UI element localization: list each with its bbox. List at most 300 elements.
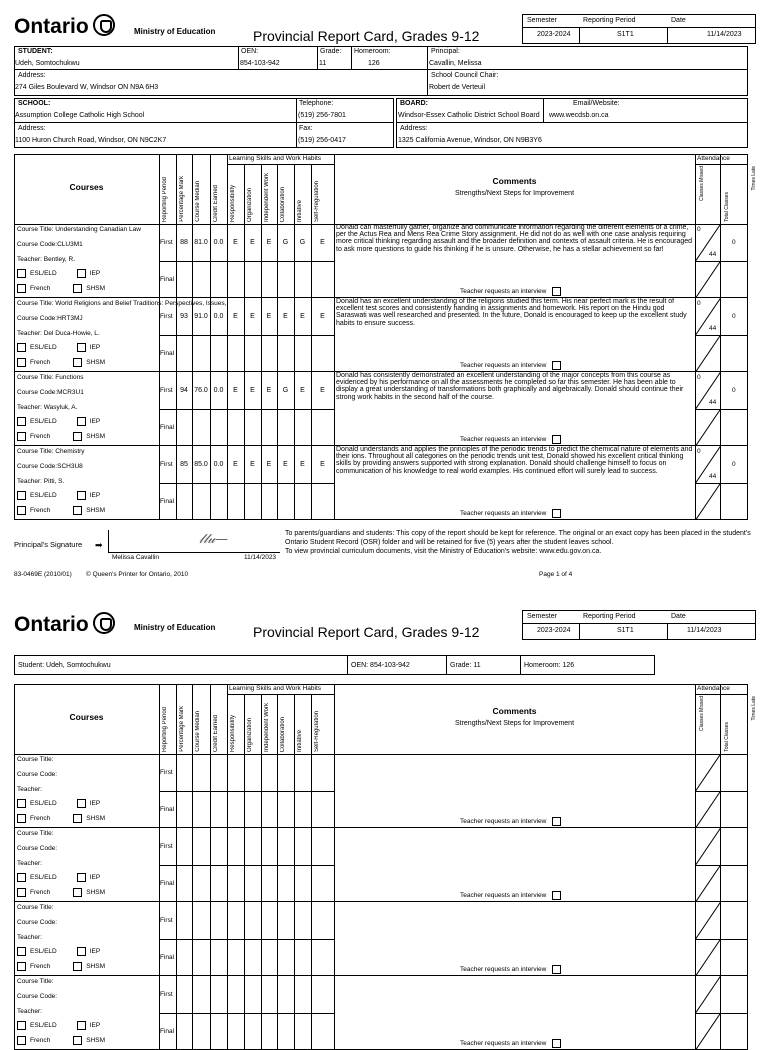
ontario-logo: Ontario [14, 14, 115, 39]
grade-cell-5: E [266, 238, 272, 246]
slash-line [695, 409, 720, 446]
att-col-label: Classes Missed [699, 696, 705, 732]
att-slash [695, 865, 720, 902]
esl-label: ESL/ELD [30, 874, 57, 882]
teacher-label: Teacher: Pitti, S. [17, 478, 65, 485]
course-title-label: Course Title: [17, 756, 54, 763]
shsm-label: SHSM [86, 359, 106, 367]
grade-cell-8: E [320, 238, 325, 246]
slash-line [695, 939, 720, 976]
teacher-label: Teacher: Wasyluk, A. [17, 404, 78, 411]
grade-cell-6: E [283, 312, 288, 320]
period-first: First [160, 238, 173, 246]
ministry-label: Ministry of Education [134, 27, 216, 36]
slash-line [695, 261, 720, 298]
grade-cell-8: E [320, 386, 325, 394]
period-value: S1T1 [617, 31, 634, 38]
french-shsm-row [17, 814, 105, 823]
period-first: First [160, 312, 173, 320]
period-final: Final [160, 953, 175, 961]
row-mid-line [159, 409, 334, 410]
row-mid-line [159, 261, 334, 262]
osr-notice: To parents/guardians and students: This copy of the report should be kept for reference. The original or an exact copy has been placed in the student's Ontario Student Record (OSR) folder and will be retained for five (5) years after the student leaves school. To view provincial curriculum documents, visit the Ministry of Education's website: www.edu.gov.on.ca. [285, 530, 751, 555]
grade-cell-7: E [300, 460, 305, 468]
grade-cell-4: E [250, 238, 255, 246]
esl-checkbox[interactable] [17, 873, 26, 882]
grade-cell-6: E [283, 460, 288, 468]
att-slash [695, 483, 720, 520]
shsm-checkbox[interactable] [73, 888, 82, 897]
esl-iep-row [17, 491, 100, 500]
col-header-4 [230, 696, 236, 752]
period-first: First [160, 460, 173, 468]
shsm-label: SHSM [86, 815, 106, 823]
grade-cell-8: E [320, 312, 325, 320]
shsm-label: SHSM [86, 285, 106, 293]
esl-iep-row [17, 799, 100, 808]
interview-label: Teacher requests an interview [460, 892, 547, 900]
row-mid-line [159, 483, 334, 484]
french-checkbox[interactable] [17, 814, 26, 823]
iep-label: IEP [89, 492, 101, 500]
col-header-2 [195, 686, 201, 752]
col-header-6 [264, 166, 270, 222]
interview-request [460, 361, 561, 370]
classes-missed: 0 [697, 226, 701, 233]
interview-request [460, 891, 561, 900]
shsm-label: SHSM [86, 507, 106, 515]
esl-label: ESL/ELD [30, 270, 57, 278]
col-header-label: Collaboration [280, 716, 286, 752]
student-name: Udeh, Somtochukwu [15, 60, 80, 67]
col-header-5 [247, 696, 253, 752]
interview-checkbox[interactable] [552, 965, 561, 974]
col-header-label: Course Median [195, 711, 201, 752]
grade-cell-0: 88 [180, 238, 188, 246]
period-first: First [160, 842, 173, 850]
esl-checkbox[interactable] [17, 417, 26, 426]
french-checkbox[interactable] [17, 432, 26, 441]
grade-cell-1: 76.0 [194, 386, 208, 394]
course-code-label: Course Code:SCH3U8 [17, 463, 83, 470]
interview-label: Teacher requests an interview [460, 818, 547, 826]
period-first: First [160, 386, 173, 394]
interview-request [460, 509, 561, 518]
att-slash [695, 902, 720, 939]
grade-cell-3: E [233, 312, 238, 320]
col-header-9 [314, 696, 320, 752]
date-value: 11/14/2023 [707, 31, 742, 38]
esl-iep-row [17, 417, 100, 426]
col-header-label: Percentage Mark [179, 176, 185, 222]
teacher-label: Teacher: [17, 786, 42, 793]
course-title-label: Course Title: Chemistry [17, 448, 85, 455]
ls-header: Learning Skills and Work Habits [229, 155, 322, 162]
grade-cell-5: E [266, 460, 272, 468]
shsm-checkbox[interactable] [73, 962, 82, 971]
iep-label: IEP [89, 948, 101, 956]
interview-request [460, 287, 561, 296]
ontario-logo-2: Ontario [14, 612, 115, 637]
grade-cell-2: 0.0 [213, 460, 224, 468]
grades-table-2 [14, 684, 757, 1048]
grade-cell-2: 0.0 [213, 386, 224, 394]
col-header-label: Reporting Period [162, 706, 168, 752]
interview-request [460, 965, 561, 974]
col-header-7 [280, 166, 286, 222]
att-col-label: Classes Missed [699, 166, 705, 202]
col-header-7 [280, 696, 286, 752]
course-title-label: Course Title: [17, 904, 54, 911]
period-final: Final [160, 423, 175, 431]
iep-checkbox[interactable] [77, 491, 86, 500]
teacher-label: Teacher: [17, 860, 42, 867]
period-final: Final [160, 349, 175, 357]
col-header-label: Organization [247, 717, 253, 752]
course-code-label: Course Code: [17, 919, 58, 926]
att-slash [695, 976, 720, 1013]
french-checkbox[interactable] [17, 358, 26, 367]
att-slash [695, 409, 720, 446]
period-final: Final [160, 805, 175, 813]
col-header-label: Independent Work [264, 703, 270, 752]
grade-cell-2: 0.0 [213, 312, 224, 320]
period-first: First [160, 990, 173, 998]
shsm-label: SHSM [86, 1037, 106, 1045]
french-checkbox[interactable] [17, 506, 26, 515]
att-col-header-1 [724, 696, 730, 752]
shsm-checkbox[interactable] [73, 432, 82, 441]
esl-checkbox[interactable] [17, 799, 26, 808]
col-header-label: Responsibility [230, 714, 236, 752]
grade-cell-6: G [282, 238, 289, 246]
slash-line [695, 372, 720, 409]
att-divider [695, 694, 748, 695]
iep-checkbox[interactable] [77, 873, 86, 882]
att-slash [695, 754, 720, 791]
row-mid-line [159, 865, 334, 866]
grade-cell-1: 91.0 [194, 312, 208, 320]
semester-value: 2023-2024 [537, 31, 571, 38]
grade-cell-0: 93 [180, 312, 188, 320]
slash-line [695, 791, 720, 828]
french-checkbox[interactable] [17, 284, 26, 293]
period-final: Final [160, 275, 175, 283]
grade-cell-3: E [233, 238, 238, 246]
col-header-label: Responsibility [230, 184, 236, 222]
col-header-8 [297, 696, 303, 752]
esl-label: ESL/ELD [30, 948, 57, 956]
interview-checkbox[interactable] [552, 509, 561, 518]
student-info: STUDENT: Udeh, Somtochukwu OEN: 854-103-942 Grade: 11 Homeroom: 126 Principal: Cavallin, Melissa Address: 274 Giles Boulevard W, Windsor ON N9A 6H3 School Council Chair: Robert de Verteuil [14, 46, 748, 96]
esl-iep-row [17, 269, 100, 278]
french-label: French [30, 963, 51, 971]
shsm-checkbox[interactable] [73, 506, 82, 515]
iep-label: IEP [89, 270, 101, 278]
esl-checkbox[interactable] [17, 1021, 26, 1030]
interview-label: Teacher requests an interview [460, 288, 547, 296]
col-header-label: Self-Regulation [314, 180, 320, 222]
slash-line [695, 976, 720, 1013]
arrow-right-icon: ➡ [95, 540, 103, 550]
att-col-label: Total Classes [724, 722, 730, 752]
shsm-checkbox[interactable] [73, 358, 82, 367]
classes-missed: 0 [697, 448, 701, 455]
grade-cell-3: E [233, 460, 238, 468]
times-late: 0 [732, 460, 736, 468]
teacher-label: Teacher: Bentley, R. [17, 256, 76, 263]
french-shsm-row [17, 284, 105, 293]
teacher-label: Teacher: Del Duca-Howie, L. [17, 330, 100, 337]
grade-cell-0: 94 [180, 386, 188, 394]
iep-label: IEP [89, 874, 101, 882]
iep-checkbox[interactable] [77, 1021, 86, 1030]
att-slash [695, 446, 720, 483]
board-info: BOARD: Windsor-Essex Catholic District School Board Email/Website: www.wecdsb.on.ca Address: 1325 California Avenue, Windsor, ON N9B3Y6 [396, 98, 748, 148]
trillium-icon [93, 14, 115, 36]
iep-checkbox[interactable] [77, 343, 86, 352]
signature-label: Principal's Signature [14, 540, 83, 549]
esl-label: ESL/ELD [30, 344, 57, 352]
att-slash [695, 261, 720, 298]
times-late: 0 [732, 386, 736, 394]
slash-line [695, 754, 720, 791]
slash-line [695, 483, 720, 520]
grade-cell-5: E [266, 312, 272, 320]
att-col-header-0 [699, 696, 705, 752]
french-shsm-row [17, 432, 105, 441]
comments-subheader: Strengths/Next Steps for Improvement [454, 190, 575, 197]
iep-checkbox[interactable] [77, 269, 86, 278]
col-header-label: Reporting Period [162, 176, 168, 222]
grade-cell-8: E [320, 460, 325, 468]
iep-label: IEP [89, 344, 101, 352]
esl-label: ESL/ELD [30, 492, 57, 500]
col-header-label: Credit Earned [213, 714, 219, 752]
esl-label: ESL/ELD [30, 800, 57, 808]
att-col-header-2 [751, 166, 757, 222]
french-checkbox[interactable] [17, 962, 26, 971]
period-box-2: Semester Reporting Period Date 2023-2024 S1T1 11/14/2023 [522, 610, 756, 640]
att-header: Attendance [697, 685, 730, 692]
course-title-label: Course Title: [17, 978, 54, 985]
att-col-header-2 [751, 696, 757, 752]
interview-checkbox[interactable] [552, 435, 561, 444]
col-header-8 [297, 166, 303, 222]
row-mid-line [159, 1013, 334, 1014]
report-card-page-1: Ontario Ministry of Education Provincial Report Card, Grades 9-12 Semester Reporting Period Date 2023-2024 S1T1 11/14/2023 STUDENT: Udeh, Somtochukwu OEN: 854-103-942 Grade: 11 Homeroom: 126 Principal: Cavallin, Melissa Address: 274 Giles Boulevard W, Windsor ON N9A 6H3 School Council Chair: Robert de Verteuil SCHOOL: Assumption College Catholic High School Telephone: (519) 256-7801 Address: 1100 Huron Church Road, Windsor, ON N9C2K7 Fax: (519) 256-0417 BOARD: Windsor-Essex Catholic District School Board Email/Website: www.wecdsb.on.ca Address: 1325 California Avenue, Windsor, ON N9B3Y6 Learning Skills and Work Habits Attendance Courses Comments Strengths/Next Steps for Improvement Reporting Period Percentage Mark Course Median Credit Earned Responsibility Organization Independent Work Collaboration Initiative Self-Regulation Classes Missed Total Classes Times Late Course Title: Understanding Canadian Law Course Code:CLU3M1 Teacher: Bentley, R. ESL/ELD IEP French SHSM First Final 88 81.0 0.0 E E E G G E Donald can masterfully gather, organize and communicate information regarding the different elements of a crime, per the Actus Rea and Mens Rea Crime Story assignment. He did not do as well with one case analysis requiring more critical thinking regarding assault and the broader definition and contexts of assault criteria. He is encouraged to ask more questions to guide his thinking if he is unsure. Otherwise, he has a stellar achievement so far! 0 44 0 Teacher requests an interview Course Title: World Religions and Belief Traditions: Perspectives, Issues, Course Code:HRT3MJ Teacher: Del Duca-Howie, L. ESL/ELD IEP French SHSM First Final 93 91.0 0.0 E E E E E E Donald has an excellent understanding of the religions studied this term. His near perfect mark is the result of excellent test scores and consistently handing in assignments and homework. His report on the Hindu god Saraswati was well researched and presented. In the future, Donald is encouraged to keep up the excellent study habits to ensure success. 0 44 0 Teacher requests an interview Course Title: Functions Course Code:MCR3U1 Teacher: Wasyluk, A. ESL/ELD IEP French SHSM First Final 94 76.0 0.0 E E E G E E Donald has consistently demonstrated an excellent understanding of the major concepts from this course as evidenced by his performance on all the assessments he completed so far this semester. He has been able to display a great understanding of transformations both graphically and algebraically. Donald should continue their strong work habits in the second half of the course. 0 44 0 Teacher requests an interview Course Title: Chemistry Course Code:SCH3U8 Teacher: Pitti, S. ESL/ELD IEP French SHSM First Final 85 85.0 0.0 E E E E E E Donald understands and applies the principles of the periodic trends to predict the chemical nature of elements and their ions. Throughout all categories on the periodic trends unit test, Donald showed his excellent critical thinking skills by providing answers supported with strong explanation. Donald should challenge himself to focus on communication of his knowledge to real world examples. His continued effort will surely lead to success. 0 44 0 Teacher requests an interview Principal's Signature ➡ 𝓁𝓁𝓊— Melissa Cavallin 11/14/2023 To parents/guardians and students: This copy of the report should be kept for reference. The original or an exact copy has been placed in the student's Ontario Student Record (OSR) folder and will be retained for five (5) years after the student leaves school. To view provincial curriculum documents, visit the Ministry of Education's website: www.edu.gov.on.ca. 83-0469E (2010/01) © Queen's Printer for Ontario, 2010 Page 1 of 4 [14, 15, 757, 578]
times-late: 0 [732, 238, 736, 246]
grades-table [14, 154, 757, 520]
slash-line [695, 902, 720, 939]
shsm-checkbox[interactable] [73, 284, 82, 293]
att-slash [695, 372, 720, 409]
french-label: French [30, 359, 51, 367]
period-first: First [160, 768, 173, 776]
times-late: 0 [732, 312, 736, 320]
slash-line [695, 335, 720, 372]
shsm-label: SHSM [86, 889, 106, 897]
esl-checkbox[interactable] [17, 947, 26, 956]
esl-iep-row [17, 873, 100, 882]
slash-line [695, 224, 720, 261]
period-final: Final [160, 1027, 175, 1035]
col-header-label: Independent Work [264, 173, 270, 222]
grade-cell-4: E [250, 460, 255, 468]
esl-iep-row [17, 947, 100, 956]
col-header-label: Course Median [195, 181, 201, 222]
course-title-label: Course Title: [17, 830, 54, 837]
course-title-label: Course Title: World Religions and Belief Traditions: Perspectives, Issues, [17, 300, 227, 307]
col-header-label: Percentage Mark [179, 706, 185, 752]
comment-text: Donald understands and applies the principles of the periodic trends to predict the chemical nature of elements and their ions. Throughout all categories on the periodic trends unit test, Donald showed his excellent critical thinking skills by providing answers supported with strong explanation. Donald should challenge himself to focus on communication of his knowledge to real world examples. His continued effort will surely lead to success. [336, 446, 693, 475]
shsm-label: SHSM [86, 963, 106, 971]
course-code-label: Course Code:CLU3M1 [17, 241, 83, 248]
slash-line [695, 446, 720, 483]
course-row [14, 902, 748, 976]
interview-label: Teacher requests an interview [460, 436, 547, 444]
esl-iep-row [17, 343, 100, 352]
col-header-1 [179, 156, 185, 222]
shsm-checkbox[interactable] [73, 814, 82, 823]
ls-header: Learning Skills and Work Habits [229, 685, 322, 692]
interview-request [460, 1039, 561, 1048]
esl-iep-row [17, 1021, 100, 1030]
course-code-label: Course Code:HRT3MJ [17, 315, 83, 322]
student-address: 274 Giles Boulevard W, Windsor ON N9A 6H3 [15, 84, 159, 91]
shsm-checkbox[interactable] [73, 1036, 82, 1045]
french-checkbox[interactable] [17, 888, 26, 897]
interview-checkbox[interactable] [552, 817, 561, 826]
french-label: French [30, 1037, 51, 1045]
page-number: Page 1 of 4 [539, 571, 573, 578]
grade-cell-3: E [233, 386, 238, 394]
row-mid-line [159, 335, 334, 336]
att-divider [695, 164, 748, 165]
iep-checkbox[interactable] [77, 417, 86, 426]
period-first: First [160, 916, 173, 924]
iep-checkbox[interactable] [77, 947, 86, 956]
col-header-label: Initiative [297, 199, 303, 222]
grade-cell-5: E [266, 386, 272, 394]
course-row [14, 754, 748, 828]
att-slash [695, 828, 720, 865]
grade-cell-2: 0.0 [213, 238, 224, 246]
courses-header: Courses [69, 712, 104, 722]
french-label: French [30, 815, 51, 823]
col-header-label: Collaboration [280, 186, 286, 222]
esl-checkbox[interactable] [17, 269, 26, 278]
esl-label: ESL/ELD [30, 418, 57, 426]
att-col-label: Times Late [751, 166, 757, 191]
interview-request [460, 817, 561, 826]
period-box: Semester Reporting Period Date 2023-2024 S1T1 11/14/2023 [522, 14, 756, 44]
french-checkbox[interactable] [17, 1036, 26, 1045]
grade-cell-0: 85 [180, 460, 188, 468]
grade-cell-7: E [300, 312, 305, 320]
courses-header: Courses [69, 182, 104, 192]
att-slash [695, 791, 720, 828]
slash-line [695, 298, 720, 335]
period-final: Final [160, 879, 175, 887]
col-header-3 [213, 156, 219, 222]
total-classes: 44 [709, 325, 717, 332]
slash-line [695, 1013, 720, 1050]
iep-label: IEP [89, 800, 101, 808]
esl-checkbox[interactable] [17, 343, 26, 352]
col-header-label: Initiative [297, 729, 303, 752]
period-final: Final [160, 497, 175, 505]
grade-cell-1: 85.0 [194, 460, 208, 468]
interview-label: Teacher requests an interview [460, 510, 547, 518]
comment-text: Donald has an excellent understanding of the religions studied this term. His near perfect mark is the result of excellent test scores and consistently handing in assignments and homework. His report on the Hindu god Saraswati was well researched and presented. In the future, Donald is encouraged to keep up the excellent study habits to ensure success. [336, 298, 687, 327]
grade-cell-1: 81.0 [194, 238, 208, 246]
comment-text: Donald has consistently demonstrated an excellent understanding of the major concepts from this course as evidenced by his performance on all the assessments he completed so far this semester. He has been able to display a great understanding of transformations both graphically and algebraically. Donald should continue their strong work habits in the second half of the course. [336, 372, 684, 401]
interview-checkbox[interactable] [552, 1039, 561, 1048]
col-header-label: Organization [247, 187, 253, 222]
grade-cell-6: G [282, 386, 289, 394]
student-summary-row: Student: Udeh, Somtochukwu OEN: 854-103-942 Grade: 11 Homeroom: 126 [14, 655, 655, 675]
report-card-page-2: Ontario Ministry of Education Provincial Report Card, Grades 9-12 Semester Reporting Period Date 2023-2024 S1T1 11/14/2023 Student: Udeh, Somtochukwu OEN: 854-103-942 Grade: 11 Homeroom: 126 Learning Skills and Work Habits Attendance Courses Comments Strengths/Next Steps for Improvement Reporting Period Percentage Mark Course Median Credit Earned Responsibility Organization Independent Work Collaboration Initiative Self-Regulation Classes Missed Total Classes Times Late Course Title: Course Code: Teacher: ESL/ELD IEP French SHSM First Final Teacher requests an interview Course Title: Course Code: Teacher: ESL/ELD IEP French SHSM First Final Teacher requests an interview Course Title: Course Code: Teacher: ESL/ELD IEP French SHSM First Final Teacher requests an interview Course Title: Course Code: Teacher: ESL/ELD IEP French SHSM First Final Teacher requests an interview [0, 598, 768, 1024]
col-header-label: Credit Earned [213, 184, 219, 222]
col-header-4 [230, 166, 236, 222]
teacher-label: Teacher: [17, 934, 42, 941]
iep-label: IEP [89, 1022, 101, 1030]
comments-subheader: Strengths/Next Steps for Improvement [454, 720, 575, 727]
slash-line [695, 828, 720, 865]
trillium-icon [93, 612, 115, 634]
course-code-label: Course Code:MCR3U1 [17, 389, 84, 396]
col-header-0 [162, 686, 168, 752]
att-slash [695, 1013, 720, 1050]
comments-header: Comments [492, 706, 537, 716]
comment-text: Donald can masterfully gather, organize and communicate information regarding the different elements of a crime, per the Actus Rea and Mens Rea Crime Story assignment. He did not do as well with one case analysis requiring more critical thinking regarding assault and the broader definition and contexts of assault criteria. He is encouraged to ask more questions to guide his thinking if he is unsure. Otherwise, he has a stellar achievement so far! [336, 224, 693, 253]
grade-cell-7: E [300, 386, 305, 394]
total-classes: 44 [709, 399, 717, 406]
interview-checkbox[interactable] [552, 287, 561, 296]
col-header-6 [264, 696, 270, 752]
col-header-5 [247, 166, 253, 222]
interview-checkbox[interactable] [552, 891, 561, 900]
french-shsm-row [17, 962, 105, 971]
interview-request [460, 435, 561, 444]
course-row [14, 976, 748, 1050]
esl-checkbox[interactable] [17, 491, 26, 500]
french-label: French [30, 433, 51, 441]
course-code-label: Course Code: [17, 845, 58, 852]
course-code-label: Course Code: [17, 771, 58, 778]
interview-label: Teacher requests an interview [460, 1040, 547, 1048]
school-info: SCHOOL: Assumption College Catholic High School Telephone: (519) 256-7801 Address: 1100 Huron Church Road, Windsor, ON N9C2K7 Fax: (519) 256-0417 [14, 98, 394, 148]
comments-header: Comments [492, 176, 537, 186]
french-label: French [30, 507, 51, 515]
att-header: Attendance [697, 155, 730, 162]
grade-cell-4: E [250, 386, 255, 394]
att-slash [695, 298, 720, 335]
iep-checkbox[interactable] [77, 799, 86, 808]
teacher-label: Teacher: [17, 1008, 42, 1015]
interview-checkbox[interactable] [552, 361, 561, 370]
course-title-label: Course Title: Functions [17, 374, 84, 381]
signature-line [108, 530, 280, 553]
att-col-label: Total Classes [724, 192, 730, 222]
total-classes: 44 [709, 473, 717, 480]
att-col-header-0 [699, 166, 705, 222]
row-mid-line [159, 939, 334, 940]
interview-label: Teacher requests an interview [460, 966, 547, 974]
course-code-label: Course Code: [17, 993, 58, 1000]
col-header-label: Self-Regulation [314, 710, 320, 752]
